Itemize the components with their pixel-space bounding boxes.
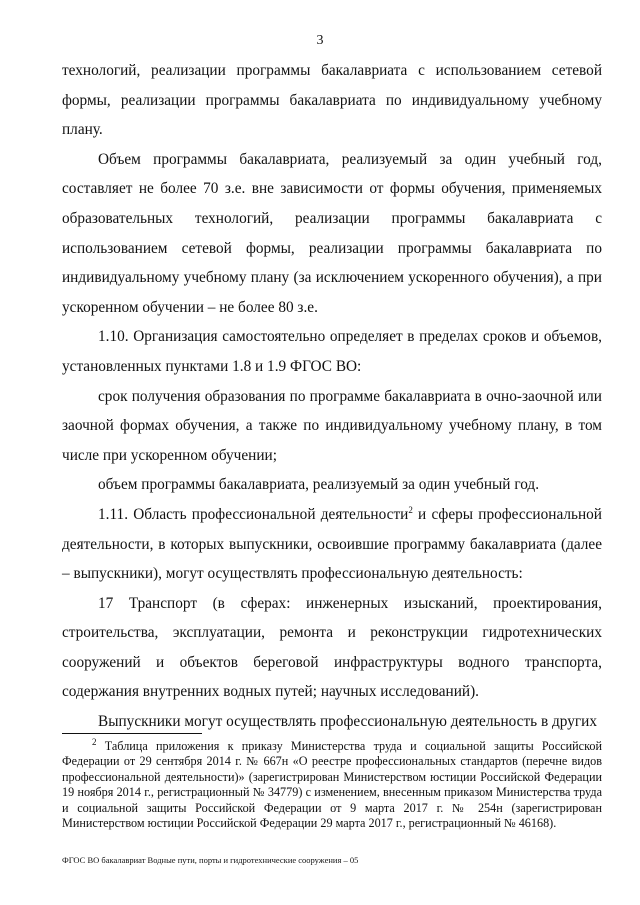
body-text (62, 56, 602, 737)
footnote-text: Таблица приложения к приказу Министерства труда и социальной защиты Российской Федерации от 29 сентября 2014 г. № 667н «О реестре профессиональных стандартов (перечне видов профессиональной деятельности)» (зарегистрирован Министерством юстиции Российской Федерации 19 ноября 2014 г., регистрационный № 34779) с изменением, внесенным приказом Министерства труда и социальной защиты Российской Федерации от 9 марта 2017 г. № 254н (зарегистрирован Министерством юстиции Российской Федерации 29 марта 2017 г., регистрационный № 46168). (62, 739, 602, 831)
paragraph-7: 17 Транспорт (в сферах: инженерных изысканий, проектирования, строительства, эксплуатации, ремонта и реконструкции гидротехнических сооружений и объектов береговой инфраструктуры водного транспорта, содержания внутренних водных путей; научных исследований). (62, 594, 602, 701)
footnote-reference: 2 (408, 504, 413, 515)
paragraph-5: объем программы бакалавриата, реализуемый за один учебный год. (98, 476, 540, 494)
paragraph-6 (62, 500, 602, 589)
paragraph-6-start: 1.11. Область профессиональной деятельности (98, 505, 409, 523)
paragraph-4: срок получения образования по программе бакалавриата в очно-заочной или заочной формах обучения, а также по индивидуальному учебному плану, в том числе при ускоренном обучении; (62, 387, 602, 464)
paragraph-1: технологий, реализации программы бакалавриата с использованием сетевой формы, реализации программы бакалавриата по индивидуальному учебному плану. (62, 62, 602, 139)
paragraph-2: Объем программы бакалавриата, реализуемый за один учебный год, составляет не более 70 з.е. вне зависимости от формы обучения, применяемых образовательных технологий, реализации программы бакалавриата с использованием сетевой формы, реализации программы бакалавриата по индивидуальному учебному плану (за исключением ускоренного обучения), а при ускоренном обучении – не более 80 з.е. (62, 150, 602, 316)
footnote-divider (62, 733, 202, 734)
document-footer: ФГОС ВО бакалавриат Водные пути, порты и гидротехнические сооружения – 05 (62, 855, 359, 865)
footnote (62, 736, 602, 831)
footnote-marker: 2 (92, 736, 97, 747)
paragraph-3: 1.10. Организация самостоятельно определяет в пределах сроков и объемов, установленных пунктами 1.8 и 1.9 ФГОС ВО: (62, 328, 602, 375)
paragraph-8: Выпускники могут осуществлять профессиональную деятельность в других (98, 713, 597, 731)
paragraph-6-end: и сферы профессиональной деятельности, в которых выпускники, освоившие программу бакалавриата (далее – выпускники), могут осуществлять профессиональную деятельность: (62, 505, 602, 583)
page-number: 3 (316, 33, 324, 48)
